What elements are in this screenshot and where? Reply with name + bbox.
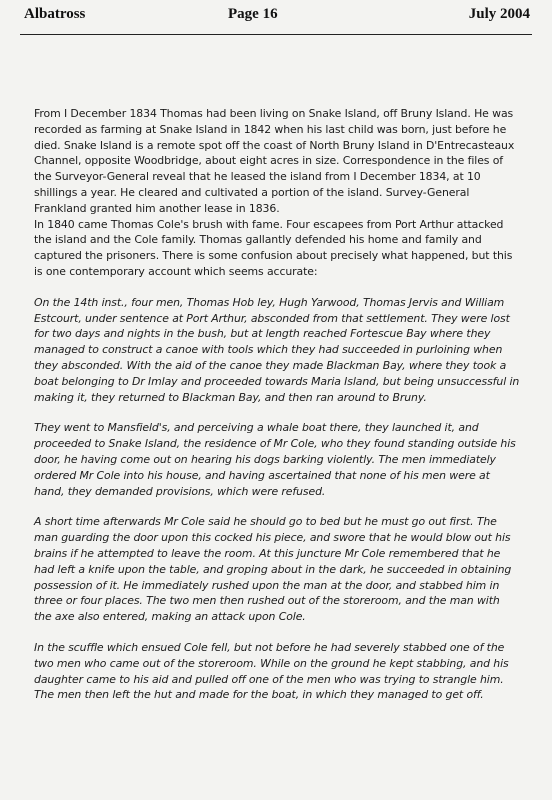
page-number: Page 16 [228, 6, 278, 22]
paragraph-brush-with-fame: In 1840 came Thomas Cole's brush with fame. Four escapees from Port Arthur attacked the island and the Cole family. Thomas gallantly defended his home and family and captured the prisoners. There is some confusion about precisely what happened, but this is one contemporary account which seems accurate: [34, 217, 513, 278]
page-header [20, 4, 532, 30]
quote-paragraph-mansfield: They went to Mansfield's, and perceiving a whale boat there, they launched it, and proceeded to Snake Island, the residence of Mr Cole, who they found standing outside his door, he having come out on hearing his dogs barking violently. The men immediately ordered Mr Cole into his house, and having ascertained that none of his men were at hand, they demanded provisions, which were refused. [34, 421, 516, 498]
header-rule [20, 34, 532, 35]
quote-paragraph-scuffle: In the scuffle which ensued Cole fell, but not before he had severely stabbed one of the two men who came out of the storeroom. While on the ground he kept stabbing, and his daughter came to his aid and pulled off one of the men who was trying to strangle him. [34, 640, 509, 686]
issue-date: July 2004 [468, 6, 530, 22]
article-body [34, 106, 520, 703]
publication-title: Albatross [24, 6, 86, 22]
quote-paragraph-struggle: A short time afterwards Mr Cole said he should go to bed but he must go out first. The man guarding the door upon this cocked his piece, and swore that he would blow out his brains if he attempted to leave the room. At this juncture Mr Cole remembered that he had left a knife upon the table, and groping about in the dark, he succeeded in obtaining possession of it. He immediately rushed upon the man at the door, and stabbed him in three or four places. The two men then rushed out of the storeroom, and the man with the axe also entered, making an attack upon Cole. [34, 515, 512, 624]
quote-paragraph-escape-boat: The men then left the hut and made for the boat, in which they managed to get off. [34, 688, 484, 702]
quote-paragraph-escape: On the 14th inst., four men, Thomas Hob ley, Hugh Yarwood, Thomas Jervis and William Estcourt, under sentence at Port Arthur, absconded from that settlement. They were lost for two days and nights in the bush, but at length reached Fortescue Bay where they managed to construct a canoe with tools which they had succeeded in purloining when they absconded. With the aid of the canoe they made Blackman Bay, where they took a boat belonging to Dr Imlay and proceeded towards Maria Island, but being unsuccessful in making it, they returned to Blackman Bay, and then ran around to Bruny. [34, 295, 520, 404]
paragraph-snake-island: From I December 1834 Thomas had been living on Snake Island, off Bruny Island. He was recorded as farming at Snake Island in 1842 when his last child was born, just before he died. Snake Island is a remote spot off the coast of North Bruny Island in D'Entrecasteaux Channel, opposite Woodbridge, about eight acres in size. Correspondence in the files of the Surveyor-General reveal that he leased the island from I December 1834, at 10 shillings a year. He cleared and cultivated a portion of the island. Survey-General Frankland granted him another lease in 1836. [34, 107, 515, 215]
